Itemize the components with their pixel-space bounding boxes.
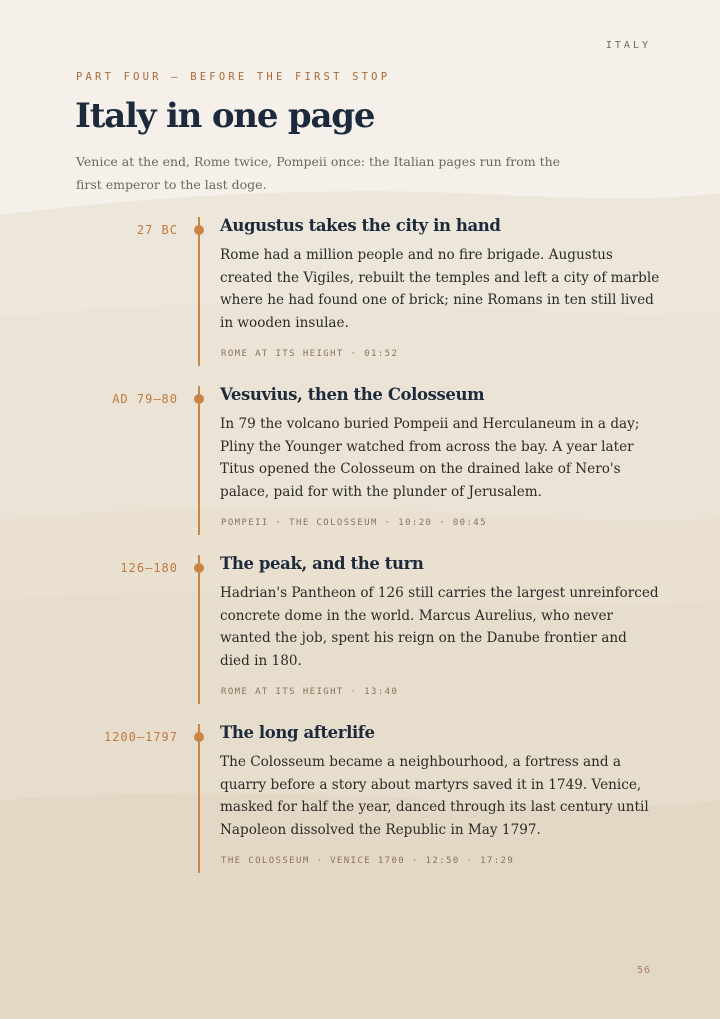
timeline-dot	[194, 394, 204, 404]
running-head: ITALY	[605, 40, 651, 51]
entry-heading: The peak, and the turn	[220, 554, 424, 573]
section-kicker: PART FOUR — BEFORE THE FIRST STOP	[76, 71, 391, 83]
entry-body: In 79 the volcano buried Pompeii and Herculaneum in a day; Pliny the Younger watched from across the bay. A year later Titus opened the Colosseum on the drained lake of Nero's palace, paid for with the plunder of Jerusalem.	[220, 416, 640, 500]
page-title: Italy in one page	[75, 96, 375, 136]
timeline-dot	[194, 563, 204, 573]
entry-date: 126–180	[120, 561, 178, 575]
entry-date: 1200–1797	[103, 730, 178, 744]
entry-source: ROME AT ITS HEIGHT · 01:52	[221, 349, 399, 359]
entry-source: ROME AT ITS HEIGHT · 13:40	[221, 687, 399, 697]
entry-source: THE COLOSSEUM · VENICE 1700 · 12:50 · 17:29	[221, 856, 515, 866]
timeline-line	[198, 555, 200, 704]
entry-body: Hadrian's Pantheon of 126 still carries the largest unreinforced concrete dome in the world. Marcus Aurelius, who never wanted the job, spent his reign on the Danube frontier and died in 180.	[220, 585, 659, 669]
entry-heading: Vesuvius, then the Colosseum	[220, 385, 485, 404]
timeline-dot	[194, 732, 204, 742]
timeline-entry	[0, 554, 720, 723]
entry-body: The Colosseum became a neighbourhood, a fortress and a quarry before a story about martyrs saved it in 1749. Venice, masked for half the year, danced through its last century until Napoleon dissolved the Republic in May 1797.	[220, 754, 649, 838]
entry-heading: The long afterlife	[220, 723, 375, 742]
timeline-dot	[194, 225, 204, 235]
timeline	[0, 216, 720, 892]
timeline-entry	[0, 723, 720, 892]
entry-date: AD 79–80	[112, 392, 178, 406]
entry-body: Rome had a million people and no fire brigade. Augustus created the Vigiles, rebuilt the temples and left a city of marble where he had found one of brick; nine Romans in ten still lived in wooden insulae.	[220, 247, 660, 331]
timeline-entry	[0, 216, 720, 385]
entry-date: 27 BC	[136, 223, 178, 237]
entry-source: POMPEII · THE COLOSSEUM · 10:20 · 00:45	[221, 518, 487, 528]
timeline-entry	[0, 385, 720, 554]
timeline-line	[198, 724, 200, 873]
timeline-line	[198, 217, 200, 366]
entry-heading: Augustus takes the city in hand	[220, 216, 501, 235]
intro-paragraph: Venice at the end, Rome twice, Pompeii once: the Italian pages run from the first emperor to the last doge.	[76, 154, 561, 192]
page-number: 56	[636, 965, 651, 976]
timeline-line	[198, 386, 200, 535]
